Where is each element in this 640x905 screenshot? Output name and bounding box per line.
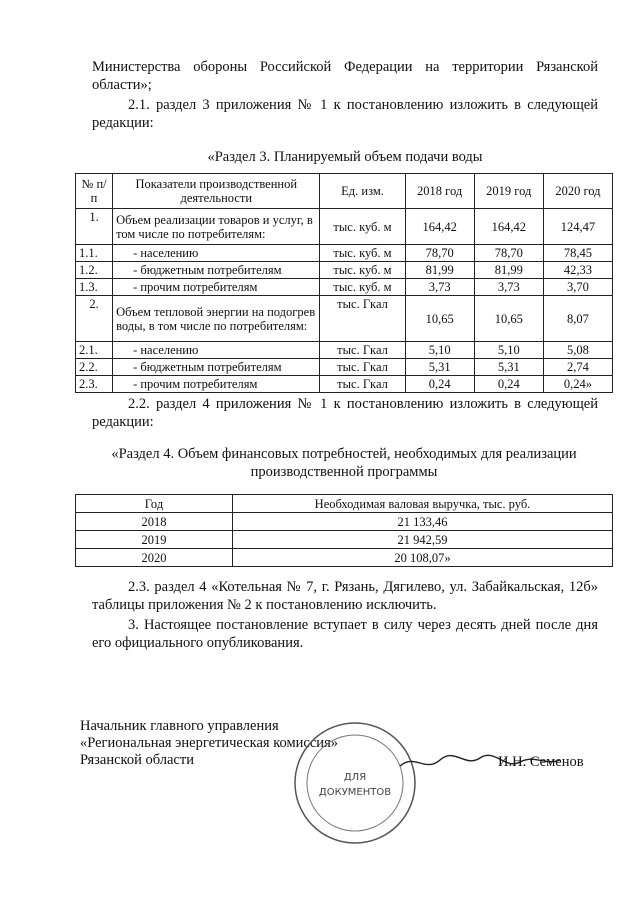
- cell-indicator: Объем тепловой энергии на подогрев воды, в том числе по потребителям:: [113, 296, 320, 342]
- table-row: [76, 209, 613, 245]
- cell-indicator: - населению: [113, 342, 320, 359]
- cell-year: 2020: [76, 549, 233, 567]
- cell-unit: тыс. куб. м: [320, 279, 405, 296]
- table-row: [76, 376, 613, 393]
- table-row: [76, 245, 613, 262]
- cell-2019: 5,31: [474, 359, 543, 376]
- paragraph-2-3: 2.3. раздел 4 «Котельная № 7, г. Рязань, Дягилево, ул. Забайкальская, 12б» таблицы приложения № 2 к постановлению исключить.: [92, 579, 598, 613]
- cell-unit: тыс. Гкал: [320, 359, 405, 376]
- financial-needs-table: [75, 494, 613, 567]
- col-header-revenue: Необходимая валовая выручка, тыс. руб.: [233, 495, 613, 513]
- cell-number: 2.3.: [76, 376, 113, 393]
- cell-unit: тыс. Гкал: [320, 296, 405, 342]
- paragraph-3: 3. Настоящее постановление вступает в силу через десять дней после дня его официального опубликования.: [92, 617, 598, 651]
- cell-2019: 10,65: [474, 296, 543, 342]
- cell-revenue: 21 133,46: [233, 513, 613, 531]
- table-header-row: [76, 174, 613, 209]
- col-header-year: Год: [76, 495, 233, 513]
- cell-indicator: - бюджетным потребителям: [113, 262, 320, 279]
- cell-number: 2.1.: [76, 342, 113, 359]
- cell-2019: 3,73: [474, 279, 543, 296]
- cell-2018: 78,70: [405, 245, 474, 262]
- cell-2020: 0,24»: [543, 376, 612, 393]
- signatory-line-1: Начальник главного управления: [80, 718, 279, 734]
- table-row: [76, 359, 613, 376]
- cell-2020: 124,47: [543, 209, 612, 245]
- stamp-text-top: ДЛЯ: [343, 772, 367, 783]
- cell-2019: 5,10: [474, 342, 543, 359]
- table-row: [76, 513, 613, 531]
- col-header-number: № п/п: [76, 174, 113, 209]
- cell-2018: 5,10: [405, 342, 474, 359]
- cell-revenue: 21 942,59: [233, 531, 613, 549]
- cell-year: 2018: [76, 513, 233, 531]
- cell-2020: 8,07: [543, 296, 612, 342]
- col-header-2019: 2019 год: [474, 174, 543, 209]
- cell-2020: 3,70: [543, 279, 612, 296]
- cell-2018: 10,65: [405, 296, 474, 342]
- table-row: [76, 342, 613, 359]
- col-header-unit: Ед. изм.: [320, 174, 405, 209]
- cell-2020: 42,33: [543, 262, 612, 279]
- cell-2019: 164,42: [474, 209, 543, 245]
- section-3-title: «Раздел 3. Планируемый объем подачи воды: [207, 149, 483, 165]
- cell-unit: тыс. куб. м: [320, 209, 405, 245]
- cell-2019: 78,70: [474, 245, 543, 262]
- table-header-row: [76, 495, 613, 513]
- cell-2018: 5,31: [405, 359, 474, 376]
- cell-number: 1.3.: [76, 279, 113, 296]
- cell-number: 2.: [76, 296, 113, 342]
- cell-2020: 2,74: [543, 359, 612, 376]
- paragraph-2-1: 2.1. раздел 3 приложения № 1 к постановлению изложить в следующей редакции:: [92, 97, 598, 131]
- table-row: [76, 296, 613, 342]
- stamp-text-bottom: ДОКУМЕНТОВ: [318, 787, 392, 798]
- table-row: [76, 549, 613, 567]
- cell-indicator: Объем реализации товаров и услуг, в том числе по потребителям:: [113, 209, 320, 245]
- paragraph-intro: Министерства обороны Российской Федерации на территории Рязанской области»;: [92, 59, 598, 93]
- cell-2018: 0,24: [405, 376, 474, 393]
- cell-2019: 81,99: [474, 262, 543, 279]
- cell-2018: 81,99: [405, 262, 474, 279]
- cell-indicator: - населению: [113, 245, 320, 262]
- signatory-line-3: Рязанской области: [80, 752, 194, 768]
- cell-revenue: 20 108,07»: [233, 549, 613, 567]
- table-row: [76, 262, 613, 279]
- cell-indicator: - бюджетным потребителям: [113, 359, 320, 376]
- cell-unit: тыс. куб. м: [320, 245, 405, 262]
- cell-unit: тыс. Гкал: [320, 342, 405, 359]
- cell-number: 1.2.: [76, 262, 113, 279]
- table-row: [76, 531, 613, 549]
- cell-2020: 78,45: [543, 245, 612, 262]
- stamp-seal: [290, 718, 420, 848]
- water-supply-table: [75, 173, 613, 393]
- cell-number: 2.2.: [76, 359, 113, 376]
- col-header-indicator: Показатели производственной деятельности: [113, 174, 320, 209]
- cell-2018: 164,42: [405, 209, 474, 245]
- col-header-2018: 2018 год: [405, 174, 474, 209]
- cell-unit: тыс. куб. м: [320, 262, 405, 279]
- cell-number: 1.1.: [76, 245, 113, 262]
- cell-year: 2019: [76, 531, 233, 549]
- col-header-2020: 2020 год: [543, 174, 612, 209]
- table-row: [76, 279, 613, 296]
- cell-indicator: - прочим потребителям: [113, 279, 320, 296]
- section-4-title: «Раздел 4. Объем финансовых потребностей, необходимых для реализации производственной программы: [111, 446, 577, 480]
- signatory-line-2: «Региональная энергетическая комиссия»: [80, 735, 338, 751]
- cell-2019: 0,24: [474, 376, 543, 393]
- cell-2018: 3,73: [405, 279, 474, 296]
- paragraph-2-2: 2.2. раздел 4 приложения № 1 к постановлению изложить в следующей редакции:: [92, 396, 598, 430]
- signatory-name: И.Н. Семенов: [498, 754, 584, 770]
- cell-2020: 5,08: [543, 342, 612, 359]
- cell-number: 1.: [76, 209, 113, 245]
- cell-unit: тыс. Гкал: [320, 376, 405, 393]
- cell-indicator: - прочим потребителям: [113, 376, 320, 393]
